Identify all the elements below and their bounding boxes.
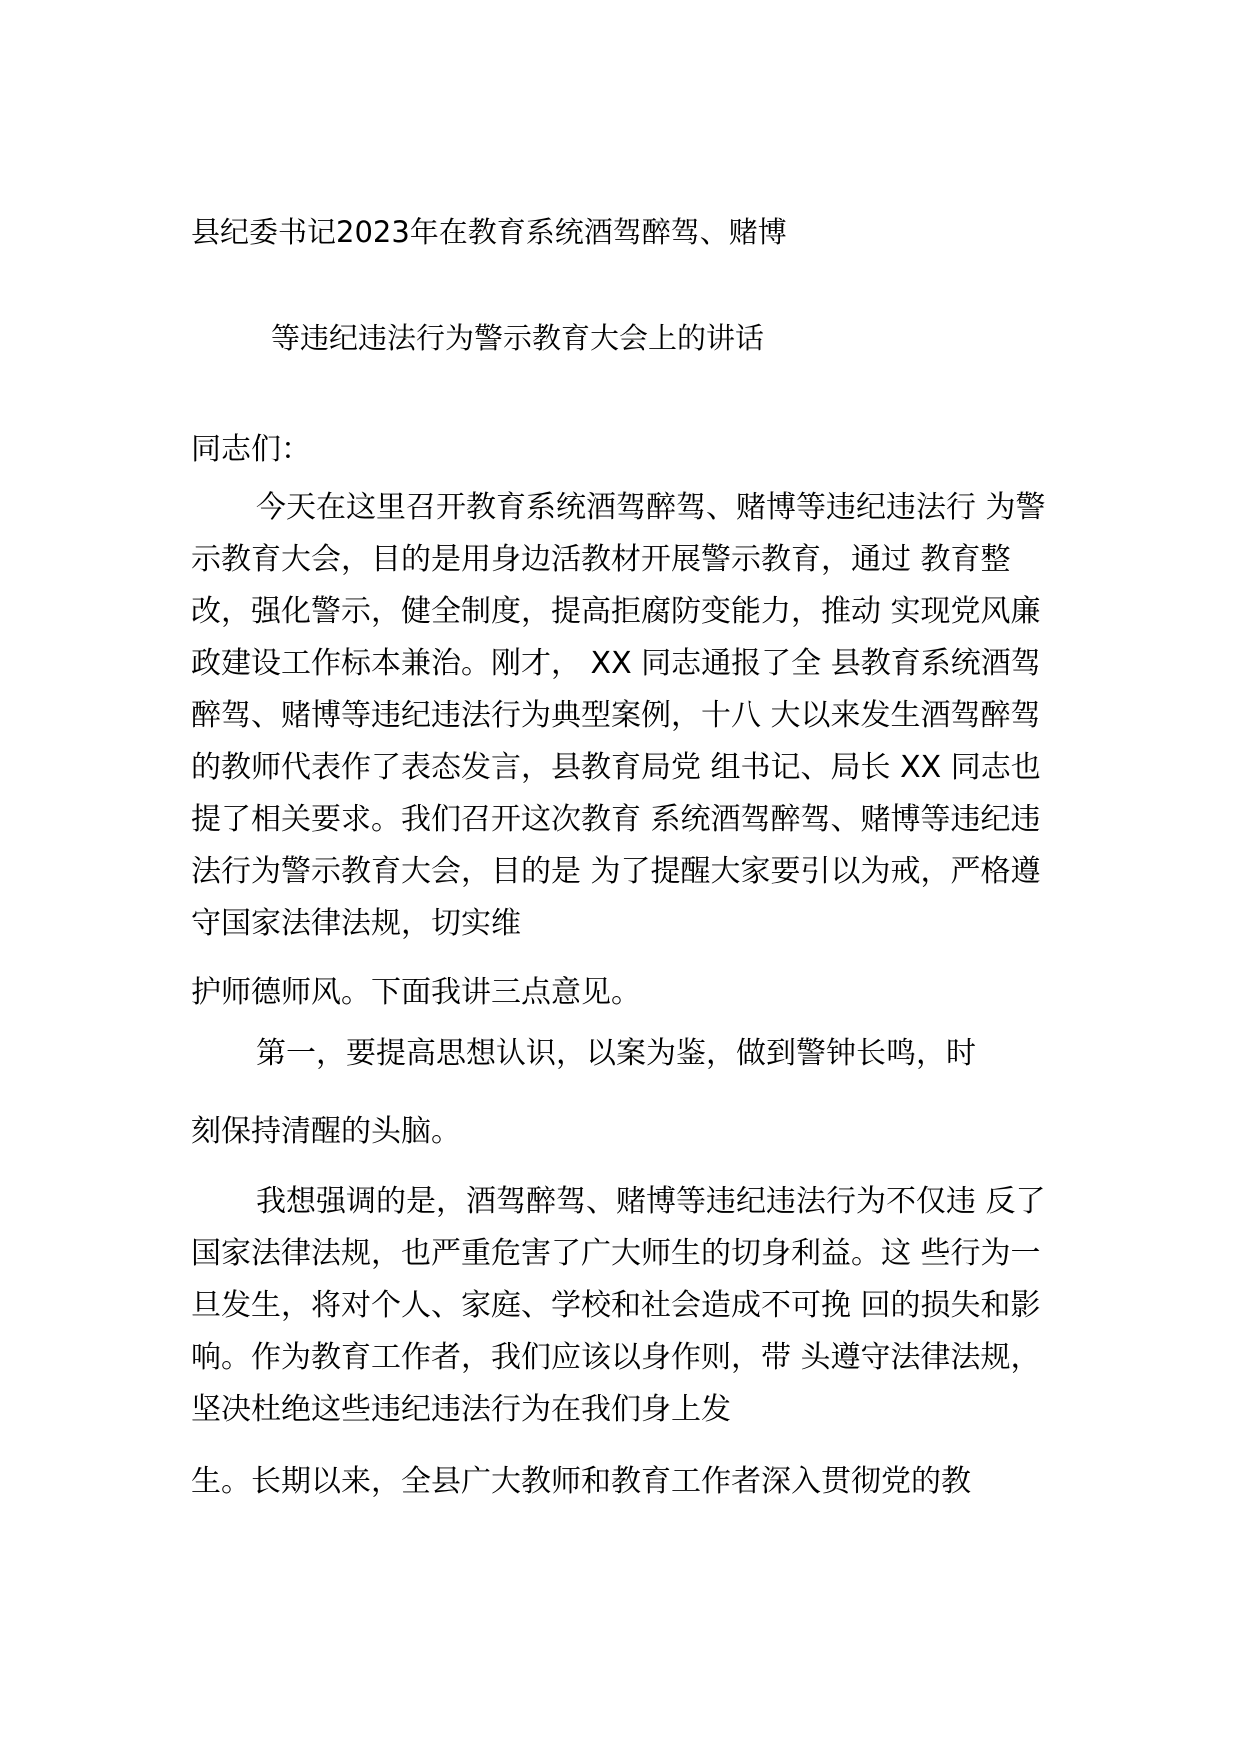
body-line: 改，强化警示，健全制度，提高拒腐防变能力，推动 实现党风廉 [191, 594, 1041, 629]
body-line: 政建设工作标本兼治。刚才， XX 同志通报了全 县教育系统酒驾 [191, 646, 1041, 681]
body-line: 旦发生，将对个人、家庭、学校和社会造成不可挽 回的损失和影 [191, 1288, 1041, 1323]
section-heading-line: 第一，要提高思想认识，以案为鉴，做到警钟长鸣，时 [256, 1036, 976, 1071]
body-line: 法行为警示教育大会，目的是 为了提醒大家要引以为戒，严格遵 [191, 854, 1041, 889]
salutation: 同志们： [191, 432, 311, 467]
body-line: 响。作为教育工作者，我们应该以身作则，带 头遵守法律法规， [191, 1340, 1041, 1375]
body-line: 醉驾、赌博等违纪违法行为典型案例，十八 大以来发生酒驾醉驾 [191, 698, 1041, 733]
body-line: 我想强调的是，酒驾醉驾、赌博等违纪违法行为不仅违 反了 [256, 1184, 1046, 1219]
title-line-1: 县纪委书记2023年在教育系统酒驾醉驾、赌博 [191, 215, 787, 249]
body-line: 的教师代表作了表态发言，县教育局党 组书记、局长 XX 同志也 [191, 750, 1041, 785]
section-heading-line: 刻保持清醒的头脑。 [191, 1114, 461, 1149]
body-line: 国家法律法规，也严重危害了广大师生的切身利益。这 些行为一 [191, 1236, 1041, 1271]
body-line: 守国家法律法规，切实维 [191, 906, 521, 941]
title-line-2: 等违纪违法行为警示教育大会上的讲话 [271, 321, 765, 355]
body-line: 示教育大会，目的是用身边活教材开展警示教育，通过 教育整 [191, 542, 1011, 577]
body-line: 今天在这里召开教育系统酒驾醉驾、赌博等违纪违法行 为警 [256, 490, 1046, 525]
body-line: 坚决杜绝这些违纪违法行为在我们身上发 [191, 1392, 731, 1427]
body-line: 生。长期以来，全县广大教师和教育工作者深入贯彻党的教 [191, 1464, 971, 1499]
body-line: 护师德师风。下面我讲三点意见。 [191, 975, 641, 1010]
body-line: 提了相关要求。我们召开这次教育 系统酒驾醉驾、赌博等违纪违 [191, 802, 1041, 837]
